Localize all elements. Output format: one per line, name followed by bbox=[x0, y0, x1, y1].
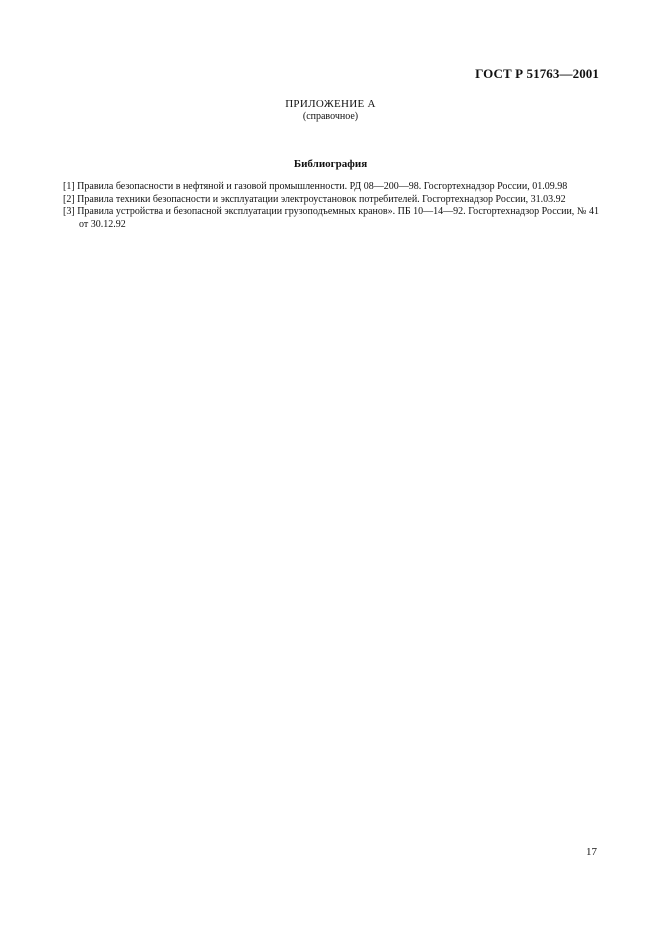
bibliography-list bbox=[63, 181, 599, 231]
appendix-note: (справочное) bbox=[302, 111, 359, 122]
page-number: 17 bbox=[586, 846, 597, 858]
bibliography-entry: [2] Правила техники безопасности и эксплуатации электроустановок потребителей. Госгортехнадзор России, 31.03.92 bbox=[63, 193, 566, 205]
bibliography-entry: [1] Правила безопасности в нефтяной и газовой промышленности. РД 08—200—98. Госгортехнадзор России, 01.09.98 bbox=[63, 181, 568, 192]
appendix-title: ПРИЛОЖЕНИЕ А bbox=[285, 98, 376, 110]
bibliography-heading: Библиография bbox=[293, 158, 368, 170]
appendix-block bbox=[0, 98, 661, 123]
document-standard-number: ГОСТ Р 51763—2001 bbox=[475, 66, 599, 81]
bibliography-entry: [3] Правила устройства и безопасной эксплуатации грузоподъемных кранов». ПБ 10—14—92. Госгортехнадзор России, № 41 от 30.12.92 bbox=[63, 206, 599, 230]
